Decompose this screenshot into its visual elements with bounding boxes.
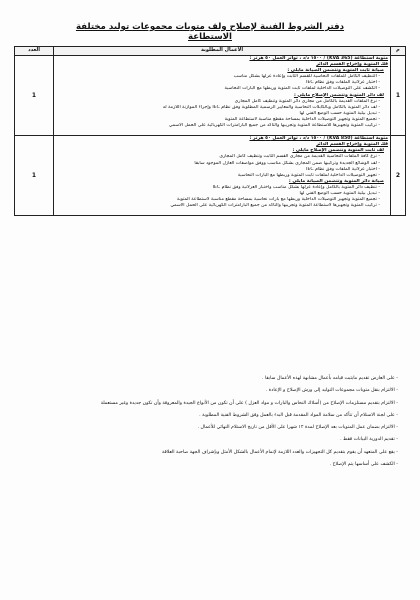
row-number: 2 [391,136,406,216]
list-item: - تجهيز التوصيلات الداخلية لملفات ثابت المتوبة وربطها مع البارات النحاسية [56,173,388,179]
list-item: - تنظيف دائر المتوبة بالكامل وإعادة عزلها بشكل مناسب واختبار العزلانية وفق نظام IEC [56,185,388,191]
page-title: دفتر الشروط الفنية لإصلاح ولف متوبات مجموعات توليد مختلفة الاستطاعة [75,22,345,42]
list-item: - تركيب المتوبة وتجهيزها لاستطاعة المتوبة وتجريبها والتأكد من جميع البارامترات الكهربائية على الحمل الاسمي [56,203,388,209]
section-title: لف ثابت المتوبة وتتضمن الإصلاح مايلي : [292,148,384,154]
table-row [15,136,406,216]
notes-list [28,376,398,474]
row-intro: فك المتوبة وإخراج القسم الدائر [316,142,388,148]
list-item: - تجميع المتوبة وتجهيز التوصيلات الداخلية بمساحة مقطع مناسبة لاستطاعة المتوبة [56,117,388,123]
note-item: - الالتزام بضمان عمل المتوبات بعد الإصلاح لمدة ١٢ شهرا على الأقل من تاريخ الاستلام النهائي للأعمال . [28,425,398,431]
header-num: م [391,47,406,56]
list-item: - تجميع المتوبة وتجهيز التوصيلات الداخلية وربطها مع بارات نحاسية بمساحة مقطع مناسبة لاستطاعة المتوبة [56,197,388,203]
note-item: - يقع على المتعهد أن يقوم بتقديم كل التجهيزات والعدد اللازمة لإتمام الأعمال بالشكل الأمثل وبإشراف الجهة صاحبة العلاقة [28,450,398,456]
list-item: - تبديل بيلية المتوبة حسب الوضع الفني لها [56,111,388,117]
row-work [54,136,391,216]
list-item: - اختبار عزلانية الملفات وفق نظام IEC [56,167,388,173]
note-item: - على العارض تقديم مايثبت قيامه بأعمال مشابهة لهذه الأعمال سابقا . [28,376,398,382]
list-item: - اختبار عزلانية الملفات وفق نظام IEC [56,80,388,86]
list-item: - لف الوشائع الجديدة وتركيبها ضمن المجاري بشكل مناسب ووفق مواصفات العازل الموجود سابقا [56,161,388,167]
list-item: - لف دائر المتوبة بالكامل وبالكابلات النحاسية والمعايير الرسمية المطلوبة وفق نظام IEC وإجراء الموازنة اللازمة له [56,105,388,111]
note-item: - الالتزام بنقل متوبات مجموعات التوليد إلى ورش الإصلاح و الإعادة . [28,388,398,394]
row-quantity: 1 [15,136,54,216]
row-heading: متوبة استطاعة (365 KVA) / ١٥٠٠ د/د ، تواتر العمل ٥٠ هرتز : [249,56,388,61]
list-item: - تبديل بيلية المتوبة حسب الوضع الفني لها [56,191,388,197]
section-title: صيانة دائر المتوبة وتتضمن الصيانة مايلي : [288,178,384,184]
table-row [15,56,406,136]
row-work [54,56,391,136]
section-title: لف دائر المتوبة وتتضمن الإصلاح مايلي : [293,92,384,98]
note-item: - الالتزام بتقديم مستلزمات الإصلاح من (أسلاك النحاس والبارات و مواد العزل ) على أن تكون من الأنواع الجيدة والمعروفة وأن تكون جديدة وغير مستعملة [28,401,398,407]
row-quantity: 1 [15,56,54,136]
note-item: - تقديم الدورية البيانات فقط . [28,437,398,443]
list-item: - تركيب المتوبة وتجهيزها للاستطاعة المتوبة وتجريبها والتأكد من جميع البارامترات الكهربائية على الحمل الاسمي [56,123,388,129]
note-item: - على لجنة الاستلام أن تتأكد من سلامة المواد المقدمة قبل البدء بالعمل وفق الشروط الفنية المطلوبة . [28,413,398,419]
spec-table [14,46,406,216]
row-heading: متوبة استطاعة (850 KVA) / ١٥٠٠ د/د ، تواتر العمل ٥٠ هرتز : [249,136,388,142]
list-item: - الكشف على التوصيلات الداخلية لملفات ثابت المتوبة وربطها مع البارات النحاسية [56,86,388,92]
note-item: - الكشف على أساسها يتم الإصلاح . [28,462,398,468]
header-work: الأعمال المطلوبة [54,47,391,56]
row-intro: فك المتوبة وإخراج القسم الدائر [316,62,388,68]
header-qty: العدد [15,47,54,56]
list-item: - نزع الملفات القديمة بالكامل من مجاري دائر المتوبة وتنظيف كامل المجاري [56,99,388,105]
section-title: صيانة ثابت المتوبة وتتضمن الصيانة مايلي : [287,68,384,74]
list-item: - نزع كافة الملفات النحاسية القديمة من مجاري القسم الثابت وتنظيف كامل المجاري [56,154,388,160]
table-header-row [15,47,406,56]
row-number: 1 [391,56,406,136]
list-item: - التنظيف الكامل للملفات النحاسية للقسم الثابت وإعادة عزلها بشكل مناسب [56,74,388,80]
